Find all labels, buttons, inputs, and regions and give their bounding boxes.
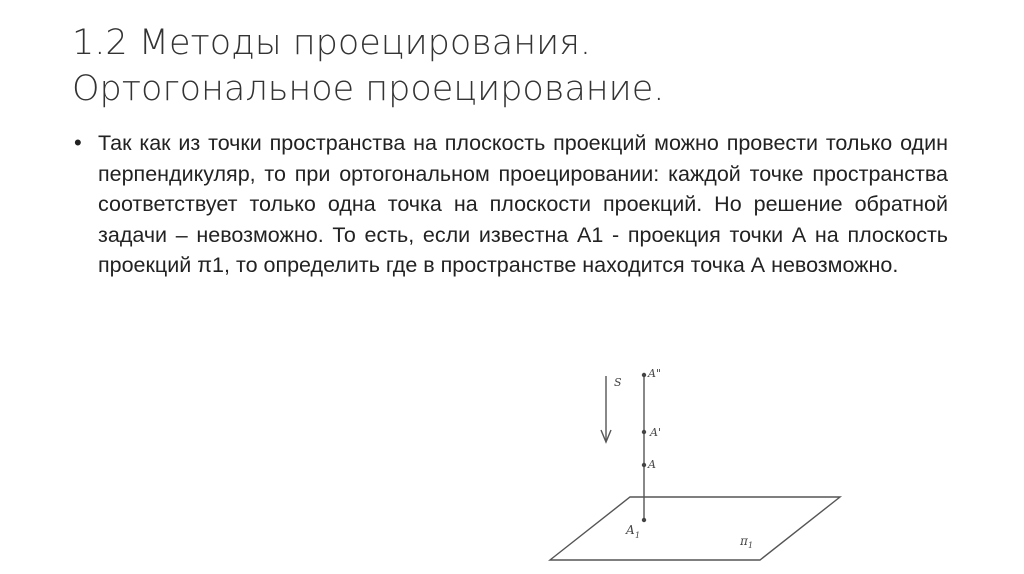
slide-title xyxy=(72,20,972,112)
plane-label: π xyxy=(740,534,748,548)
point-label-mid: A' xyxy=(650,426,661,439)
point-label-top: A" xyxy=(648,367,662,380)
plane-label-sub: 1 xyxy=(748,541,754,550)
point-a1 xyxy=(642,518,646,522)
point-label-proj-sub: 1 xyxy=(635,531,641,540)
bullet-marker: • xyxy=(74,130,82,155)
bullet-text: Так как из точки пространства на плоскость проекций можно провести только один перпендикуляр, то при ортогональном проецировании: каждой точке пространства соответствует только одна точка на плоскости проекций. Но решение обратной задачи – невозможно. То есть, если известна А1 - проекция точки А на плоскость проекций π1, то определить где в пространстве находится точка А невозможно. xyxy=(98,131,948,278)
projection-plane xyxy=(550,497,840,560)
point-a-mid xyxy=(642,430,646,434)
direction-arrow xyxy=(601,376,611,442)
title-line-2: Ортогональное проецирование. xyxy=(72,69,665,109)
bullet-item xyxy=(74,128,948,281)
point-label-low: A xyxy=(648,458,656,471)
title-line-1: 1.2 Методы проецирования. xyxy=(72,23,592,63)
point-label-proj: A xyxy=(626,523,635,537)
direction-label: S xyxy=(614,376,622,389)
point-a-top xyxy=(642,373,646,377)
projection-diagram xyxy=(540,362,860,574)
point-a-low xyxy=(642,463,646,467)
